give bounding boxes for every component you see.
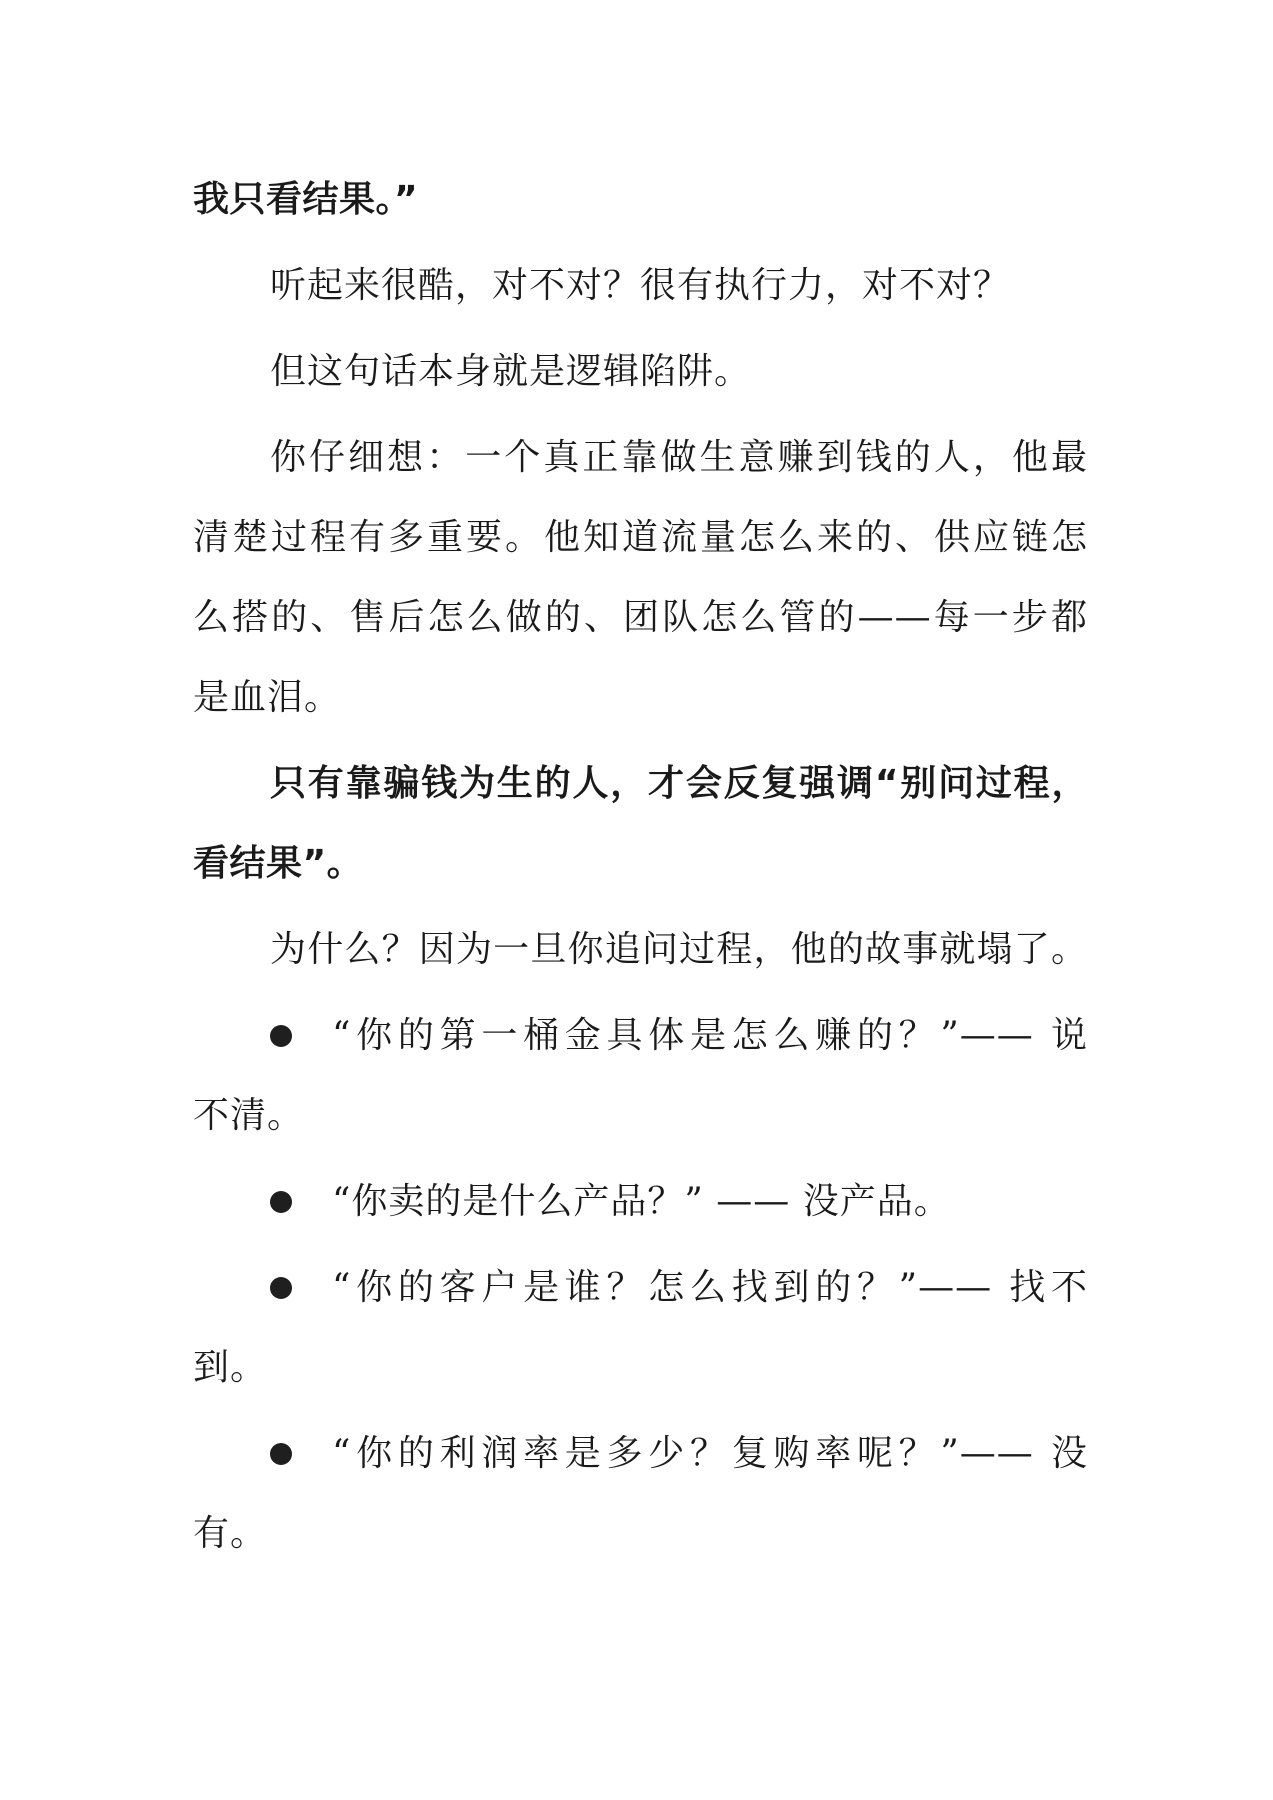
paragraph-line: 为什么？因为一旦你追问过程，他的故事就塌了。 <box>270 929 1088 970</box>
paragraph-line: 但这句话本身就是逻辑陷阱。 <box>270 351 752 392</box>
bullet-text: “你的第一桶金具体是怎么赚的？”—— 说 <box>332 1015 1088 1056</box>
bullet-item <box>270 1430 1088 1478</box>
paragraph-line: 你仔细想：一个真正靠做生意赚到钱的人，他最 <box>270 437 1088 478</box>
paragraph-line: 我只看结果。” <box>193 179 419 220</box>
paragraph-line: 听起来很酷，对不对？很有执行力，对不对？ <box>270 265 1011 306</box>
paragraph-line: 清楚过程有多重要。他知道流量怎么来的、供应链怎 <box>193 517 1088 558</box>
bullet-text: “你的客户是谁？怎么找到的？”—— 找不 <box>332 1267 1088 1308</box>
bullet-item <box>270 1012 1088 1060</box>
bullet-continuation: 有。 <box>193 1513 268 1554</box>
bullet-continuation: 到。 <box>193 1347 268 1388</box>
bullet-dot-icon <box>270 1277 292 1299</box>
bullet-dot-icon <box>270 1025 292 1047</box>
bullet-text: “你卖的是什么产品？” —— 没产品。 <box>332 1181 951 1222</box>
bullet-text: “你的利润率是多少？复购率呢？”—— 没 <box>332 1433 1088 1474</box>
bullet-continuation: 不清。 <box>193 1095 305 1136</box>
bullet-item <box>270 1178 1088 1226</box>
bold-paragraph-line: 看结果”。 <box>193 843 364 884</box>
bullet-dot-icon <box>270 1443 292 1465</box>
paragraph-line: 是血泪。 <box>193 677 342 718</box>
bullet-dot-icon <box>270 1191 292 1213</box>
bullet-item <box>270 1264 1088 1312</box>
paragraph-line: 么搭的、售后怎么做的、团队怎么管的——每一步都 <box>193 597 1088 638</box>
bold-paragraph-line: 只有靠骗钱为生的人，才会反复强调“别问过程， <box>270 763 1088 804</box>
